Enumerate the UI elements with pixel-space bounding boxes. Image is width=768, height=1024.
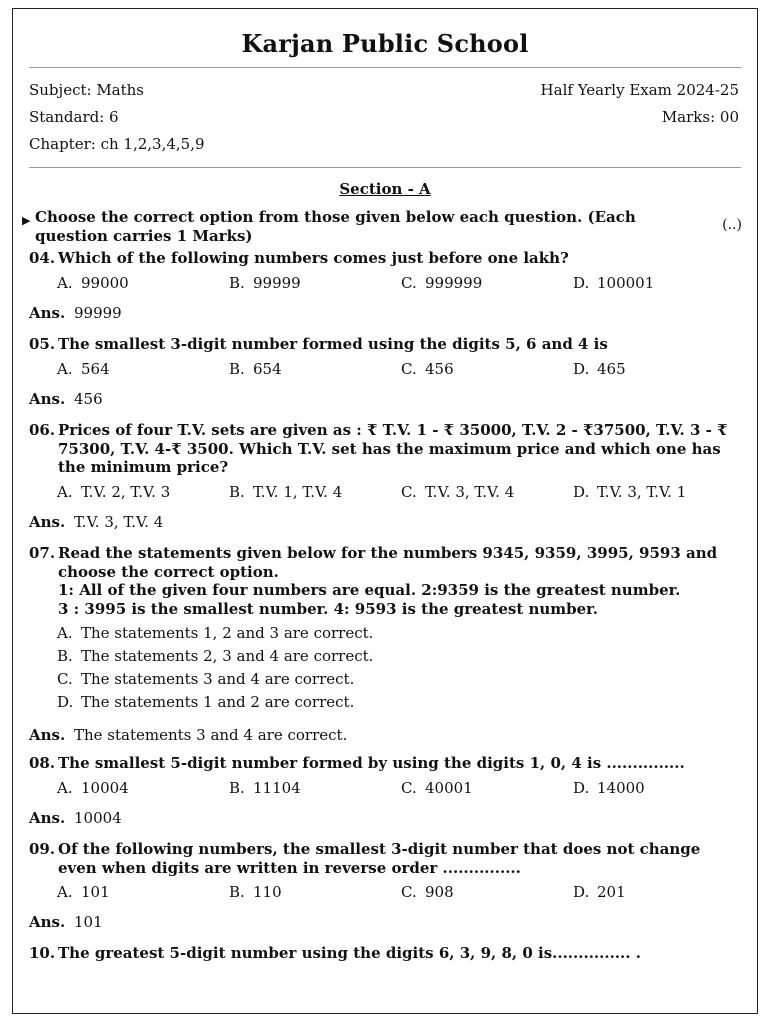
triangle-bullet-icon: ▶: [22, 214, 31, 227]
instruction-text: Choose the correct option from those given below each question. (Each question carries 1 Marks): [35, 208, 636, 245]
statement-line: 3 : 3995 is the smallest number. 4: 9593 is the greatest number.: [58, 599, 598, 618]
option-d: D. 14000: [573, 778, 645, 797]
answer-value: T.V. 3, T.V. 4: [74, 512, 164, 531]
option-b: B. 654: [229, 359, 282, 378]
question-text: Which of the following numbers comes just before one lakh?: [58, 249, 569, 267]
option-a: A. 564: [57, 359, 110, 378]
answer-label: Ans.: [29, 512, 66, 531]
question-06: [29, 421, 741, 531]
answer-line: [29, 726, 741, 744]
answer-line: [29, 304, 741, 322]
question-07: [29, 544, 741, 744]
option-c: C. 908: [401, 883, 454, 901]
options-row: [29, 274, 741, 294]
exam-paper: [12, 8, 758, 1014]
answer-value: 99999: [74, 303, 122, 322]
option-d: D. 465: [573, 359, 626, 378]
answer-line: [29, 513, 741, 531]
answer-line: [29, 913, 741, 931]
option-b: B. T.V. 1, T.V. 4: [229, 482, 343, 501]
option-b: B. 99999: [229, 273, 301, 292]
options-row: [29, 360, 741, 380]
option-c: C. 999999: [401, 273, 483, 292]
header-divider: [29, 67, 741, 68]
school-name: Karjan Public School: [241, 29, 529, 58]
answer-label: Ans.: [29, 389, 66, 408]
standard-label: Standard: 6: [29, 108, 119, 126]
option-c: C. T.V. 3, T.V. 4: [401, 482, 515, 501]
option-a: A. The statements 1, 2 and 3 are correct.: [57, 624, 374, 642]
answer-label: Ans.: [29, 303, 66, 322]
options-row: [29, 779, 741, 799]
option-d: D. 100001: [573, 273, 655, 292]
option-a: A. 10004: [57, 778, 129, 797]
question-number: 04.: [29, 249, 56, 267]
option-a: A. T.V. 2, T.V. 3: [57, 482, 171, 501]
section-title: Section - A: [339, 180, 431, 198]
question-number: 10.: [29, 944, 56, 962]
question-text: [58, 544, 741, 618]
option-c: C. The statements 3 and 4 are correct.: [57, 670, 355, 688]
question-number: 07.: [29, 544, 56, 562]
answer-label: Ans.: [29, 726, 66, 744]
option-d: D. 201: [573, 883, 626, 901]
question-09: [29, 840, 741, 931]
option-c: C. 40001: [401, 778, 473, 797]
answer-line: [29, 390, 741, 408]
question-10: [29, 944, 741, 963]
question-number: 09.: [29, 840, 56, 858]
exam-title: Half Yearly Exam 2024-25: [540, 81, 739, 99]
options-row: [29, 883, 741, 903]
answer-value: 456: [74, 389, 103, 408]
answer-line: [29, 809, 741, 827]
question-text: Of the following numbers, the smallest 3-digit number that does not change even when digits are written in reverse order ...............: [58, 840, 701, 877]
chapter-label: Chapter: ch 1,2,3,4,5,9: [29, 135, 205, 153]
question-04: [29, 249, 741, 322]
question-05: [29, 335, 741, 408]
option-c: C. 456: [401, 359, 454, 378]
options-row: [29, 483, 741, 503]
option-a: A. 99000: [57, 273, 129, 292]
answer-label: Ans.: [29, 913, 66, 931]
meta-divider: [29, 167, 741, 168]
options-list: [29, 624, 741, 716]
question-number: 05.: [29, 335, 56, 353]
question-number: 06.: [29, 421, 56, 439]
instruction-marks: (..): [722, 217, 742, 233]
question-text: The greatest 5-digit number using the digits 6, 3, 9, 8, 0 is............... .: [58, 944, 641, 962]
option-d: D. The statements 1 and 2 are correct.: [57, 693, 355, 711]
answer-value: The statements 3 and 4 are correct.: [74, 726, 348, 744]
answer-label: Ans.: [29, 808, 66, 827]
question-text-line: Read the statements given below for the numbers 9345, 9359, 3995, 9593 and choose the correct option.: [58, 544, 718, 581]
question-number: 08.: [29, 754, 56, 772]
option-b: B. 11104: [229, 778, 301, 797]
subject-label: Subject: Maths: [29, 81, 145, 99]
question-text: The smallest 5-digit number formed by using the digits 1, 0, 4 is ...............: [58, 754, 685, 772]
option-b: B. The statements 2, 3 and 4 are correct.: [57, 647, 374, 665]
answer-value: 10004: [74, 808, 122, 827]
question-text: Prices of four T.V. sets are given as : ₹ T.V. 1 - ₹ 35000, T.V. 2 - ₹37500, T.V. 3 - ₹ 75300, T.V. 4-₹ 3500. Which T.V. set has the maximum price and which one has the minimum price?: [58, 421, 728, 476]
question-text: The smallest 3-digit number formed using the digits 5, 6 and 4 is: [58, 335, 608, 353]
option-a: A. 101: [57, 883, 110, 901]
option-d: D. T.V. 3, T.V. 1: [573, 482, 687, 501]
question-08: [29, 754, 741, 827]
statement-line: 1: All of the given four numbers are equal. 2:9359 is the greatest number.: [58, 581, 681, 599]
option-b: B. 110: [229, 883, 282, 901]
answer-value: 101: [74, 913, 103, 931]
marks-label: Marks: 00: [661, 108, 739, 126]
